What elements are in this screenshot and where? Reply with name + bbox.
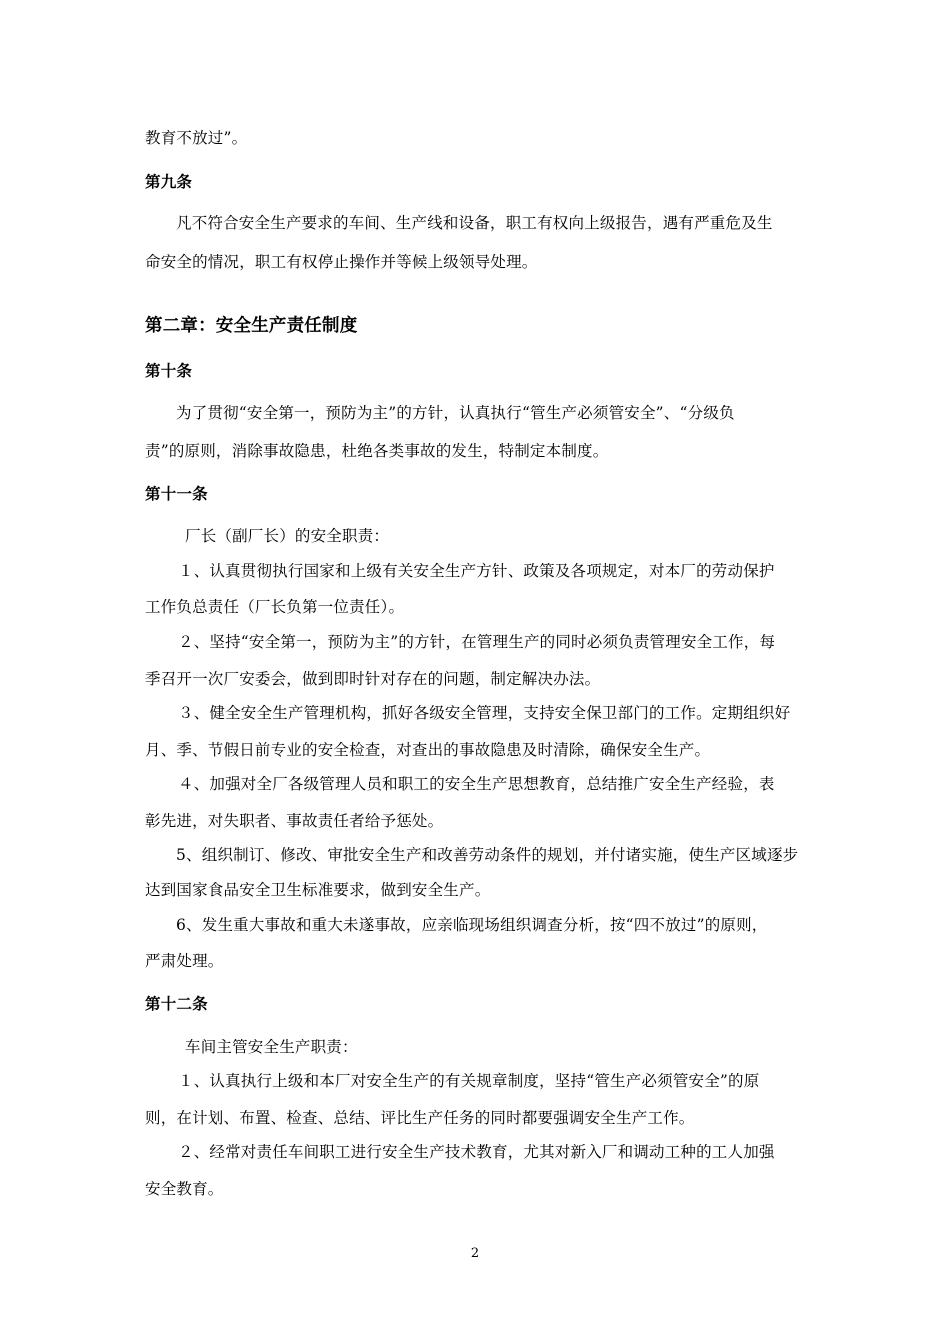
text-line: 责”的原则，消除事故隐患，杜绝各类事故的发生，特制定本制度。 bbox=[145, 442, 609, 460]
text-line: 则，在计划、布置、检查、总结、评比生产任务的同时都要强调安全生产工作。 bbox=[145, 1109, 695, 1127]
text-line: 工作负总责任（厂长负第一位责任）。 bbox=[145, 598, 405, 616]
text-line: 凡不符合安全生产要求的车间、生产线和设备，职工有权向上级报告，遇有严重危及生 bbox=[176, 214, 773, 232]
text-line: 为了贯彻“安全第一，预防为主”的方针，认真执行“管生产必须管安全”、“分级负 bbox=[176, 404, 735, 422]
text-line: 安全教育。 bbox=[145, 1180, 224, 1198]
text-line: 严肃处理。 bbox=[145, 952, 224, 970]
text-line: ２、坚持“安全第一，预防为主”的方针，在管理生产的同时必须负责管理安全工作，每 bbox=[178, 633, 776, 651]
text-line: ４、加强对全厂各级管理人员和职工的安全生产思想教育，总结推广安全生产经验，表 bbox=[178, 775, 775, 793]
text-line: 月、季、节假日前专业的安全检查，对查出的事故隐患及时清除，确保安全生产。 bbox=[145, 741, 711, 759]
text-line: 达到国家食品安全卫生标准要求，做到安全生产。 bbox=[145, 881, 491, 899]
article-9-heading: 第九条 bbox=[145, 172, 193, 191]
text-line: ２、经常对责任车间职工进行安全生产技术教育，尤其对新入厂和调动工种的工人加强 bbox=[178, 1143, 775, 1161]
text-line: 6、发生重大事故和重大未遂事故，应亲临现场组织调查分析，按“四不放过”的原则， bbox=[176, 916, 768, 934]
text-line: １、认真执行上级和本厂对安全生产的有关规章制度，坚持“管生产必须管安全”的原 bbox=[178, 1072, 760, 1090]
text-line: 厂长（副厂长）的安全职责： bbox=[185, 527, 390, 545]
text-line: 季召开一次厂安委会，做到即时针对存在的问题，制定解决办法。 bbox=[145, 670, 601, 688]
text-line: 5、组织制订、修改、审批安全生产和改善劳动条件的规划，并付诸实施，使生产区域逐步 bbox=[176, 846, 799, 864]
text-line: 彰先进，对失职者、事故责任者给予惩处。 bbox=[145, 812, 444, 830]
article-11-heading: 第十一条 bbox=[145, 484, 208, 503]
article-12-heading: 第十二条 bbox=[145, 994, 208, 1013]
text-line: 命安全的情况，职工有权停止操作并等候上级领导处理。 bbox=[145, 253, 538, 271]
text-line: １、认真贯彻执行国家和上级有关安全生产方针、政策及各项规定，对本厂的劳动保护 bbox=[178, 562, 775, 580]
text-line: ３、健全安全生产管理机构，抓好各级安全管理，支持安全保卫部门的工作。定期组织好 bbox=[178, 704, 791, 722]
chapter-2-heading: 第二章：安全生产责任制度 bbox=[145, 316, 358, 336]
text-line: 车间主管安全生产职责： bbox=[185, 1038, 358, 1056]
article-10-heading: 第十条 bbox=[145, 361, 193, 380]
text-line: 教育不放过”。 bbox=[145, 129, 248, 147]
page-number: 2 bbox=[470, 1246, 480, 1261]
